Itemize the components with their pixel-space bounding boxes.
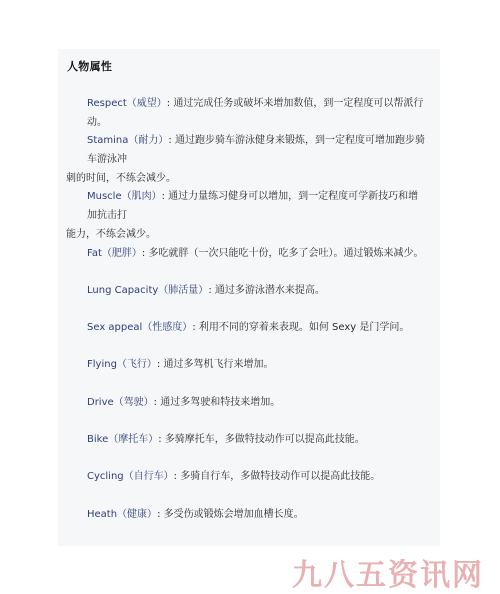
attribute-term: Bike（摩托车） — [87, 434, 159, 445]
attribute-term: Stamina（耐力） — [87, 135, 169, 146]
attribute-description: : 多吃就胖（一次只能吃十份，吃多了会吐）。通过锻炼来减少。 — [141, 248, 424, 259]
attribute-entry-cycling — [87, 467, 427, 486]
attribute-entry-drive — [87, 393, 427, 412]
attribute-description: : 通过力量练习健身可以增加，到一定程度可学新技巧和增加抗击打 — [87, 191, 419, 221]
attribute-entry-fat — [87, 244, 427, 263]
attribute-entry-flying — [87, 355, 427, 374]
attribute-description: : 通过完成任务或破坏来增加数值，到一定程度可以帮派行动。 — [87, 98, 424, 128]
attribute-term: Fat（肥胖） — [87, 248, 142, 259]
attribute-description: : 通过多游泳潜水来提高。 — [208, 285, 325, 296]
site-watermark: 九八五资讯网 — [292, 558, 484, 593]
attribute-term: Respect（威望） — [87, 98, 167, 109]
attribute-entry-lung-capacity — [87, 281, 427, 300]
attribute-term: Sex appeal（性感度） — [87, 322, 193, 333]
attribute-entry-heath — [87, 505, 427, 524]
attribute-description: : 多骑自行车，多做特技动作可以提高此技能。 — [173, 471, 381, 482]
attribute-description: : 通过多驾机飞行来增加。 — [156, 359, 274, 370]
attribute-description: : 利用不同的穿着来表现。如何 Sexy 是门学问。 — [192, 322, 410, 333]
attribute-description: : 多受伤或锻炼会增加血槽长度。 — [157, 509, 304, 520]
attribute-term: Lung Capacity（肺活量） — [87, 285, 209, 296]
attribute-description: : 通过多驾驶和特技来增加。 — [153, 397, 281, 408]
attribute-description-continuation: 能力，不练会减少。 — [66, 229, 156, 240]
attribute-entry-muscle — [66, 187, 427, 244]
attribute-entry-respect — [87, 94, 427, 132]
attribute-entry-stamina — [66, 131, 427, 188]
attribute-description: : 通过跑步骑车游泳健身来锻炼，到一定程度可增加跑步骑车游泳冲 — [87, 135, 425, 165]
attribute-term: Drive（驾驶） — [87, 397, 154, 408]
attribute-term: Heath（健康） — [87, 509, 158, 520]
attribute-term: Flying（飞行） — [87, 359, 157, 370]
attribute-term: Cycling（自行车） — [87, 471, 174, 482]
attribute-description: : 多骑摩托车，多做特技动作可以提高此技能。 — [158, 434, 365, 445]
attribute-entry-bike — [87, 430, 427, 449]
section-heading: 人物属性 — [67, 60, 113, 73]
attribute-term: Muscle（肌肉） — [87, 191, 162, 202]
attribute-entry-sex-appeal — [87, 318, 427, 337]
attribute-description-continuation: 刺的时间，不练会减少。 — [66, 173, 176, 184]
